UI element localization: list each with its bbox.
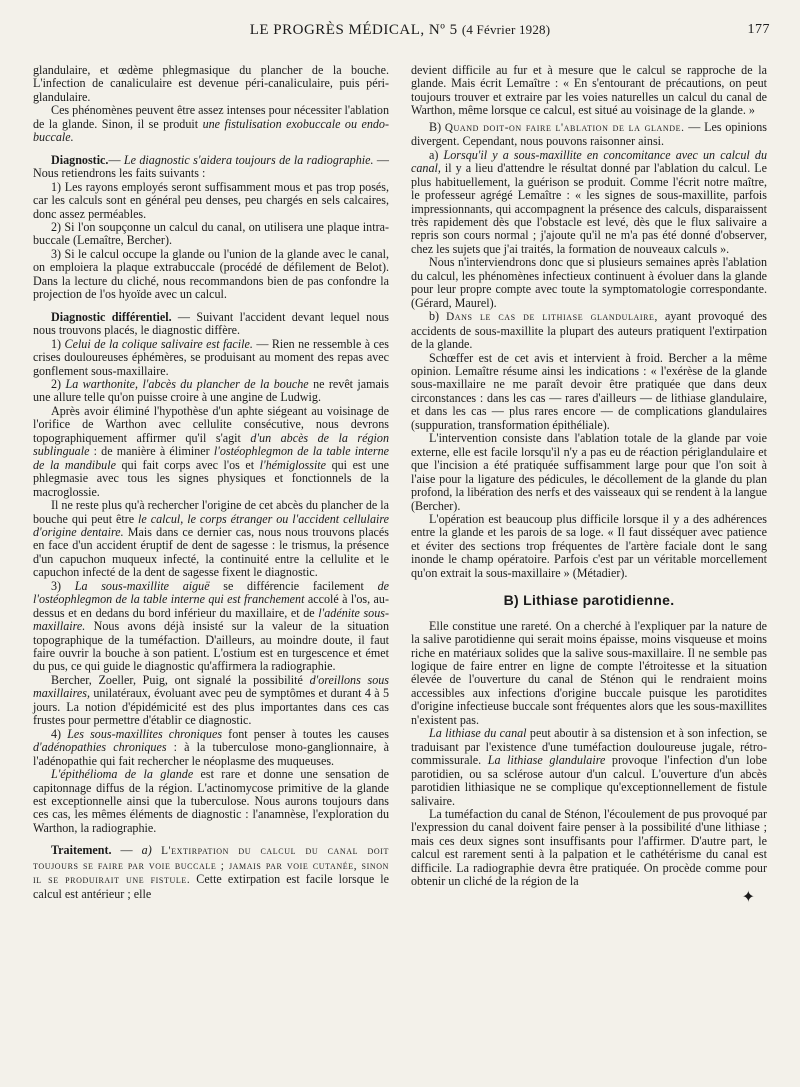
subsection-title: Quand doit-on faire l'ablation de la glande. bbox=[444, 121, 685, 134]
list-item: b) Dans le cas de lithiase glandulaire, ayant provoqué des accidents de sous-maxillite la plupart des auteurs pratiquent l'extirpation de la glande. bbox=[411, 309, 767, 352]
fleuron-icon: ✦ bbox=[741, 888, 755, 906]
paragraph: Elle constitue une rareté. On a cherché à l'expliquer par la nature de la salive parotidienne qui serait moins épaisse, moins visqueuse et moins riche en matériaux solides que la salive sous-maxillaire. Il ne semble pas logique de faire entrer en ligne de compte l'étroitesse et la situation élevée de l'ouverture du canal de Sténon qui le rendraient moins accessibles aux infections d'origine buccale puisque les parotidites d'origine infectieuse buccale sont fréquentes alors que les sous-maxillites n'existent pas. bbox=[411, 618, 767, 727]
differential-section: Diagnostic différentiel. — Suivant l'accident devant lequel nous nous trouvons placés, le diagnostic diffère. bbox=[33, 309, 389, 338]
treatment-section: Traitement. — a) L'extirpation du calcul du canal doit toujours se faire par voie buccale ; jamais par voie cutanée, sinon il se produirait une fistule. Cette extirpation est facile lorsque le calcul est antérieur ; elle bbox=[33, 843, 389, 901]
paragraph: Nous n'interviendrons donc que si plusieurs semaines après l'ablation du calcul, les phénomènes infectieux continuent à évoluer dans la glande pour leur propre compte avec toute la symptomatologie correspondante. (Gérard, Maurel). bbox=[411, 255, 767, 310]
paragraph: La lithiase du canal peut aboutir à sa distension et à son infection, se traduisant par l'existence d'une tuméfaction douloureuse jugale, rétro-commissurale. La lithiase glandulaire provoque l'infection d'un lobe parotidien, ou sa sclérose autour d'un calcul. L'ouverture d'un abcès parotidien lithiasique ne se complique qu'exceptionnellement de fistule salivaire. bbox=[411, 726, 768, 808]
paragraph: devient difficile au fur et à mesure que le calcul se rapproche de la glande. Mais écrit Lemaître : « En s'entourant de précautions, on peut toujours trouver et extraire par les voies naturelles un calcul du canal de Warthon, même lorsque ce calcul, est situé au voisinage de la glande. » bbox=[411, 63, 767, 118]
page-number: 177 bbox=[747, 22, 770, 37]
list-item: 4) Les sous-maxillites chroniques font penser à toutes les causes d'adénopathies chroniques : à la tuberculose mono-ganglionnaire, à l'adénopathie qui fait rechercher le néoplasme des muqueuses. bbox=[33, 726, 389, 768]
diagnostic-section: Diagnostic.— Le diagnostic s'aidera toujours de la radiographie. — Nous retiendrons les faits suivants : bbox=[33, 152, 389, 181]
list-item: 1) Les rayons employés seront suffisamment mous et pas trop posés, car les calculs sont en général peu denses, peu chargés en sels calcaires, donc assez perméables. bbox=[33, 179, 389, 221]
section-heading: B) Lithiase parotidienne. bbox=[503, 592, 675, 609]
paragraph: Bercher, Zoeller, Puig, ont signalé la possibilité d'oreillons sous maxillaires, unilatéraux, évoluant avec peu de symptômes et durant 4 à 5 jours. La notion d'épidémicité est des plus importantes dans ces cas frustes pour permettre d'établir ce diagnostic. bbox=[33, 672, 389, 728]
section-title: Diagnostic. bbox=[51, 152, 109, 167]
list-item: 3) La sous-maxillite aiguë se différencie facilement de l'ostéophlegmon de la table interne qui est franchement accolé à l'os, au-dessus et en dedans du bord inférieur du maxillaire, et de l'adénite sous-maxillaire. Nous avons déjà insisté sur la valeur de la situation topographique de la tuméfaction. D'ailleurs, au moindre doute, il faut faire ouvrir la bouche à son patient. L'ostium est en turgescence et émet du pus, ce qui guide le diagnostic qu'affirmera la radiographie. bbox=[33, 578, 389, 674]
paragraph: L'épithélioma de la glande est rare et donne une sensation de capitonnage diffus de la région. L'actinomycose primitive de la glande est exceptionnelle ainsi que la tuberculose. Nous aurons toujours dans ces cas, les mêmes éléments de diagnostic : l'anamnèse, l'exploration du Warthon, la radiographie. bbox=[33, 767, 389, 835]
running-header bbox=[30, 22, 770, 46]
issue-date: (4 Février 1928) bbox=[461, 22, 551, 37]
paragraph: Il ne reste plus qu'à rechercher l'origine de cet abcès du plancher de la bouche qui peut être le calcul, le corps étranger ou l'accident cellulaire d'origine dentaire. Mais dans ce dernier cas, nous nous trouvons placés en face d'un accident éruptif de dent de sagesse : le trismus, la présence d'un capuchon muqueux infecté, la continuité entre la cellulite et le capuchon infecté de la dent de sagesse fixent le diagnostic. bbox=[33, 498, 389, 580]
paragraph: Après avoir éliminé l'hypothèse d'un aphte siégeant au voisinage de l'orifice de Warthon avec cellulite consécutive, nous devrons topographiquement affirmer qu'il s'agit d'un abcès de la région sublinguale : de manière à éliminer l'ostéophlegmon de la table interne de la mandibule qui fait corps avec l'os et l'hémiglossite qui est une phlegmasie avec tous les signes physiques et fonctionnels de la macroglossie. bbox=[33, 403, 389, 499]
running-title bbox=[30, 22, 770, 39]
issue-number: Nº 5 bbox=[428, 22, 458, 38]
list-item: 1) Celui de la colique salivaire est facile. — Rien ne ressemble à ces crises douloureuses éphémères, se produisant au moment des repas avec gonflement sous-maxillaire. bbox=[33, 336, 389, 378]
list-item: 2) La warthonite, l'abcès du plancher de la bouche ne revêt jamais une allure telle qu'on puisse croire à une angine de Ludwig. bbox=[33, 376, 389, 405]
section-title: Traitement. bbox=[51, 843, 112, 858]
list-item: 3) Si le calcul occupe la glande ou l'union de la glande avec le canal, on emploiera la plaque extrabuccale (procédé de défilement de Belot). Dans la lecture du cliché, nous recommandons bien de pas confondre la projection de l'os hyoïde avec un calcul. bbox=[33, 246, 389, 302]
paragraph: glandulaire, et œdème phlegmasique du plancher de la bouche. L'infection de canaliculaire est devenue péri-canaliculaire, puis péri-glandulaire. bbox=[33, 63, 389, 104]
paragraph: L'opération est beaucoup plus difficile lorsque il y a des adhérences entre la glande et les parois de sa loge. « Il faut disséquer avec patience et éviter des sections trop fréquentes de l'artère faciale dont le sang inonde le champ opératoire. Parfois c'est par un véritable morcellement qu'on extrait la sous-maxillaire » (Métadier). bbox=[411, 511, 767, 580]
left-column bbox=[33, 64, 389, 901]
list-item: a) Lorsqu'il y a sous-maxillite en concomitance avec un calcul du canal, il y a lieu d'attendre le résultat donné par l'ablation du calcul. Le plus habituellement, la guérison se produit. Comme l'écrit notre maître, le professeur agrégé Lemaître : « les signes de sous-maxillite, parfois impressionnants, qui accompagnent la présence des calculs, disparaissent très rapidement dès que l'obstacle est levé, dès que le flux salivaire a repris son cours normal ; j'ajoute qu'il ne m'a pas été donné d'observer, chez les sujets que j'ai traités, la formation de nouveaux calculs ». bbox=[411, 147, 767, 256]
right-column bbox=[411, 64, 767, 905]
paragraph: Ces phénomènes peuvent être assez intenses pour nécessiter l'ablation de la glande. Sinon, il se produit une fistulisation exobuccale ou endo-buccale. bbox=[33, 103, 390, 145]
paragraph: La tuméfaction du canal de Sténon, l'écoulement de pus provoqué par l'expression du canal doivent faire penser à la possibilité d'une lithiase ; mais ces deux signes sont insuffisants pour l'affirmer. D'autre part, le calcul est rarement senti à la palpation et le cathétérisme du canal est difficile. La radiographie devra être pratiquée. On procède comme pour obtenir un cliché de la région de la bbox=[411, 807, 767, 889]
paragraph: Schœffer est de cet avis et intervient à froid. Bercher a la même opinion. Lemaître résume ainsi les indications : « l'exérèse de la glande sous-maxillaire ne me paraît devoir être pratiquée que dans deux circonstances : dans les cas — rares d'ailleurs — de lithiase glandulaire, et dans les cas — plus rares encore — de complications glandulaires (suppuration, transformation épithéliale). bbox=[411, 350, 767, 432]
list-item: 2) Si l'on soupçonne un calcul du canal, on utilisera une plaque intra-buccale (Lemaître, Bercher). bbox=[33, 219, 389, 248]
subsection: B) Quand doit-on faire l'ablation de la glande. — Les opinions divergent. Cependant, nous pouvons raisonner ainsi. bbox=[411, 119, 767, 149]
paragraph: L'intervention consiste dans l'ablation totale de la glande par voie externe, elle est facile lorsqu'il n'y a pas eu de réaction périglandulaire et que l'incision a été pratiquée suffisamment large pour que l'on soit à l'aise pour la ligature des pédicules, le décollement de la glande du plan profond, la libération des nerfs et des vaisseaux qui se rendent à la langue (Bercher). bbox=[411, 431, 767, 513]
section-title: Diagnostic différentiel. bbox=[51, 309, 172, 324]
journal-name: LE PROGRÈS MÉDICAL, bbox=[249, 22, 425, 38]
